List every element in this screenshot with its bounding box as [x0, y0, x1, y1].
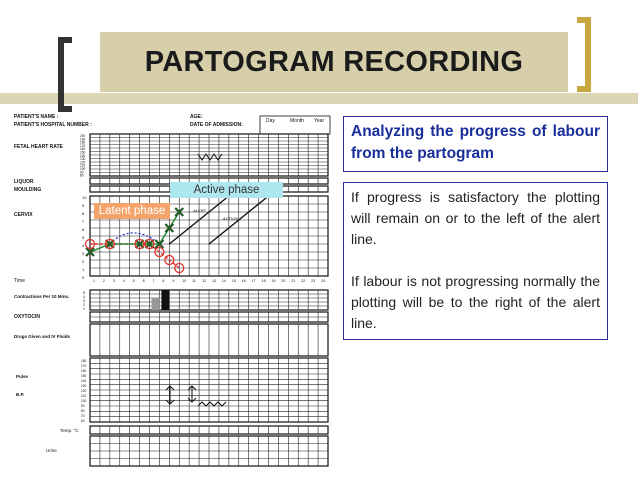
label-moulding: MOULDING — [14, 187, 42, 193]
contraction-block — [161, 290, 169, 310]
cervix-tick: 3 — [82, 251, 85, 256]
pulse-tick: 140 — [81, 379, 87, 383]
fhr-tick: 80 — [80, 173, 84, 178]
contraction-tick: 1 — [83, 307, 85, 311]
hour-tick: 8 — [162, 279, 165, 283]
hour-tick: 9 — [172, 279, 175, 283]
hour-tick: 23 — [311, 279, 316, 283]
pulse-tick: 110 — [81, 394, 87, 398]
pulse-tick: 150 — [81, 374, 87, 378]
paragraph-not-progressing: If labour is not progressing normally the plotting will be to the right of the alert line. — [351, 273, 600, 331]
hour-tick: 7 — [152, 279, 155, 283]
label-bp: B.P. — [16, 392, 25, 397]
action-label: ACTION — [222, 216, 239, 221]
hour-tick: 1 — [93, 279, 95, 283]
decorative-bar — [0, 93, 638, 104]
form-patient-name: PATIENT'S NAME : — [14, 114, 59, 120]
hour-tick: 10 — [182, 279, 187, 283]
fhr-tick: 100 — [80, 167, 86, 171]
heading-box — [343, 116, 608, 172]
hour-tick: 20 — [281, 279, 286, 283]
cervix-tick: 8 — [82, 211, 85, 216]
label-contractions: Contractions Per 10 Mins. — [14, 294, 70, 299]
hour-tick: 5 — [132, 279, 135, 283]
form-age: AGE: — [190, 114, 203, 120]
label-urine: Urine — [46, 448, 57, 453]
pulse-tick: 80 — [81, 409, 85, 413]
fhr-tick: 120 — [80, 160, 86, 165]
fhr-tick: 90 — [80, 170, 84, 175]
fhr-tick: 180 — [80, 140, 86, 145]
cervix-tick: 0 — [82, 275, 85, 280]
pulse-tick: 100 — [81, 399, 87, 403]
cervix-tick: 2 — [82, 259, 85, 264]
fhr-tick: 200 — [80, 134, 86, 138]
fhr-tick: 130 — [80, 157, 86, 162]
form-day: Day — [266, 118, 275, 124]
contraction-tick: 2 — [83, 303, 85, 307]
cervix-tick: 6 — [82, 227, 85, 232]
hour-tick: 12 — [202, 279, 207, 283]
hour-tick: 15 — [231, 279, 236, 283]
label-cervix: CERVIX — [14, 212, 33, 218]
pulse-tick: 170 — [81, 364, 87, 368]
hour-tick: 17 — [251, 279, 256, 283]
pulse-tick: 130 — [81, 384, 87, 388]
pulse-tick: 160 — [81, 369, 87, 373]
label-drugs: Drugs Given and IV Fluids — [14, 334, 71, 339]
contraction-tick: 5 — [83, 291, 85, 295]
fhr-tick: 140 — [80, 153, 86, 158]
hour-tick: 19 — [271, 279, 276, 283]
cervix-tick: 7 — [82, 219, 85, 224]
label-liquor: LIQUOR — [14, 179, 34, 185]
fhr-tick: 160 — [80, 147, 86, 152]
form-year: Year — [314, 118, 325, 124]
hour-tick: 6 — [142, 279, 145, 283]
slide-title: PARTOGRAM RECORDING — [144, 45, 524, 78]
hour-tick: 14 — [221, 279, 226, 283]
active-phase-label: Active phase — [170, 182, 283, 198]
hour-tick: 4 — [122, 279, 125, 283]
label-pulse: Pulse — [16, 374, 29, 379]
fhr-tick: 110 — [80, 163, 86, 168]
slide-heading: Analyzing the progress of labour from the partogram — [351, 123, 600, 162]
alert-label: ALERT — [193, 208, 206, 213]
pulse-tick: 90 — [81, 404, 85, 408]
hour-tick: 11 — [192, 279, 196, 283]
pulse-tick: 180 — [81, 359, 87, 363]
hour-tick: 21 — [291, 279, 296, 283]
cervix-tick: 1 — [82, 267, 85, 272]
hour-tick: 16 — [241, 279, 246, 283]
contraction-shade — [152, 298, 160, 310]
hour-tick: 3 — [112, 279, 115, 283]
contraction-tick: 3 — [83, 299, 85, 303]
explanation-box — [343, 182, 608, 340]
hour-tick: 22 — [301, 279, 306, 283]
pulse-tick: 60 — [81, 419, 85, 423]
label-time: Time — [14, 278, 25, 284]
fhr-tick: 190 — [80, 137, 86, 142]
hour-tick: 18 — [261, 279, 266, 283]
form-month: Month — [290, 118, 304, 124]
fhr-tick: 170 — [80, 143, 86, 148]
right-bracket — [577, 17, 591, 92]
label-fetal-heart-rate: FETAL HEART RATE — [14, 144, 63, 150]
pulse-tick: 120 — [81, 389, 87, 393]
left-bracket — [58, 37, 72, 112]
paragraph-satisfactory: If progress is satisfactory the plotting will remain on or to the left of the alert line. — [351, 189, 600, 247]
label-oxytocin: OXYTOCIN — [14, 314, 41, 320]
cervix-tick: 5 — [82, 235, 85, 240]
contraction-tick: 4 — [83, 295, 85, 299]
form-date-admission: DATE OF ADMISSION: — [190, 122, 243, 128]
fhr-tick: 150 — [80, 150, 86, 155]
cervix-tick: 9 — [82, 203, 85, 208]
cervix-tick: 10 — [82, 195, 87, 200]
hour-tick: 24 — [321, 279, 326, 283]
latent-phase-label: Latent phase — [94, 203, 170, 219]
pulse-tick: 70 — [81, 414, 85, 418]
hour-tick: 2 — [102, 279, 105, 283]
partogram-chart — [10, 106, 343, 472]
label-temp: Temp. °C — [60, 428, 79, 433]
cervix-tick: 4 — [82, 243, 85, 248]
form-hospital-number: PATIENT'S HOSPITAL NUMBER : — [14, 122, 92, 128]
hour-tick: 13 — [212, 279, 216, 283]
